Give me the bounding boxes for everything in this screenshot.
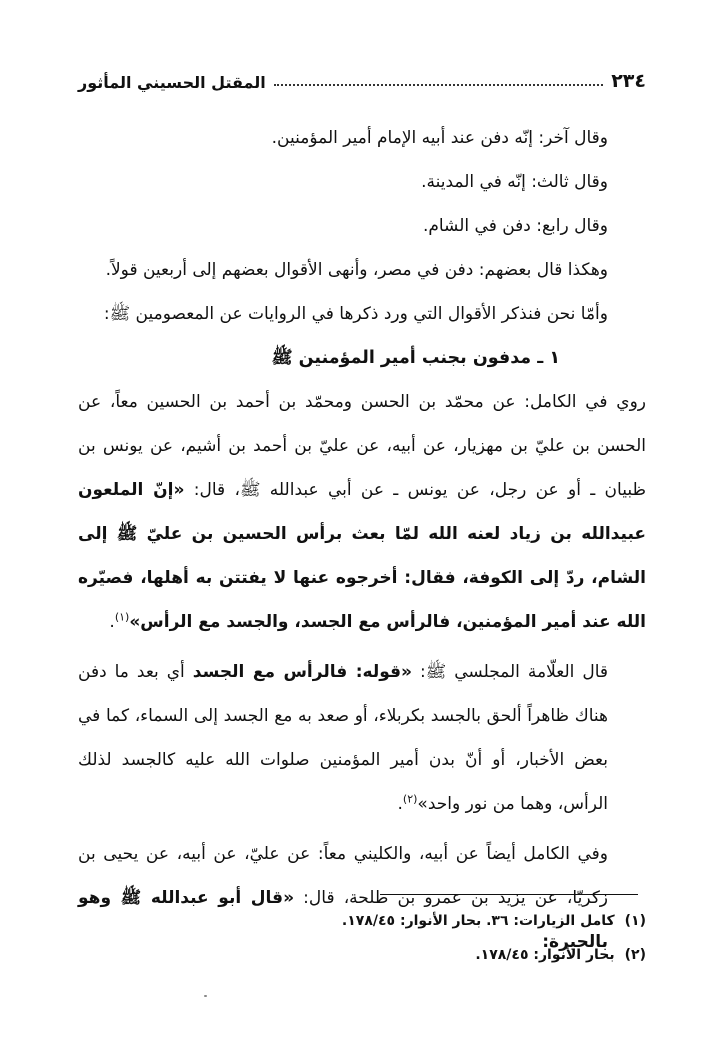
section-heading: ١ ـ مدفون بجنب أمير المؤمنين ﷺ bbox=[271, 348, 560, 368]
majlisi-intro: قال العلّامة المجلسي ﷺ: bbox=[412, 662, 608, 682]
paragraph-majlisi-comment bbox=[78, 650, 646, 826]
footnote-number: (٢) bbox=[624, 947, 646, 963]
narration-end: . bbox=[109, 612, 115, 632]
footnote-ref-1[interactable]: (١) bbox=[114, 610, 130, 624]
paragraph-kamil-narration bbox=[78, 380, 646, 644]
footnote-1 bbox=[78, 904, 646, 938]
footnote-separator bbox=[380, 894, 638, 895]
narration-chain: روي في الكامل: عن محمّد بن الحسن ومحمّد بن أحمد بن الحسين معاً، عن الحسن بن عليّ بن مهزيار، عن أبيه، عن عليّ بن أحمد بن أشيم، عن يونس بن ظبيان ـ أو عن رجل، عن يونس ـ عن أبي عبدالله ﷺ، قال: bbox=[78, 392, 646, 500]
footnote-ref-2[interactable]: (٢) bbox=[402, 792, 418, 806]
paragraph-fourth-said: وقال رابع: دفن في الشام. bbox=[422, 216, 608, 236]
majlisi-explanation: أي بعد ما دفن هناك ظاهراً ألحق بالجسد بكربلاء، أو صعد به مع الجسد إلى السماء، كما في بعض الأخبار، أو أنّ بدن أمير المؤمنين صلوات الله عليه كالجسد لذلك الرأس، وهما من نور واحد» bbox=[78, 662, 608, 814]
paragraph-narrations-intro: وأمّا نحن فنذكر الأقوال التي ورد ذكرها في الروايات عن المعصومين ﷺ: bbox=[103, 304, 608, 324]
main-text bbox=[78, 116, 646, 970]
kulayni-chain: وفي الكامل أيضاً عن أبيه، والكليني معاً: عن عليّ، عن أبيه، عن يحيى بن زكريّا، عن يزيد بن عمرو بن طلحة، قال: bbox=[78, 844, 609, 908]
book-title: المقتل الحسيني المأثور bbox=[78, 73, 266, 92]
header-dot-leader bbox=[274, 83, 603, 86]
footnote-2 bbox=[78, 938, 646, 972]
footnote-number: (١) bbox=[624, 913, 646, 929]
footnote-text: كامل الزيارات: ٣٦. بحار الأنوار: ١٧٨/٤٥. bbox=[341, 913, 615, 929]
scan-speck bbox=[204, 995, 207, 997]
majlisi-quote: «قوله: فالرأس مع الجسد bbox=[192, 662, 412, 682]
paragraph-third-said: وقال ثالث: إنّه في المدينة. bbox=[421, 172, 608, 192]
kulayni-quote: «قال أبو عبدالله ﷺ وهو بالحيرة: bbox=[78, 888, 608, 952]
running-header bbox=[78, 62, 646, 92]
footnote-text: بحار الأنوار: ١٧٨/٤٥. bbox=[475, 947, 615, 963]
paragraph-another-said: وقال آخر: إنّه دفن عند أبيه الإمام أمير المؤمنين. bbox=[271, 128, 608, 148]
paragraph-forty-sayings: وهكذا قال بعضهم: دفن في مصر، وأنهى الأقوال بعضهم إلى أربعين قولاً. bbox=[105, 260, 608, 280]
majlisi-end: . bbox=[397, 794, 403, 814]
narration-quote: «إنّ الملعون عبيدالله بن زياد لعنه الله لمّا بعث برأس الحسين بن عليّ ﷺ إلى الشام، ردّ إلى الكوفة، فقال: أخرجوه عنها لا يفتتن به أهلها، فصيّره الله عند أمير المؤمنين، فالرأس مع الجسد، والجسد مع الرأس» bbox=[78, 480, 646, 632]
footnotes bbox=[78, 904, 646, 972]
page-number: ٢٣٤ bbox=[611, 70, 646, 92]
